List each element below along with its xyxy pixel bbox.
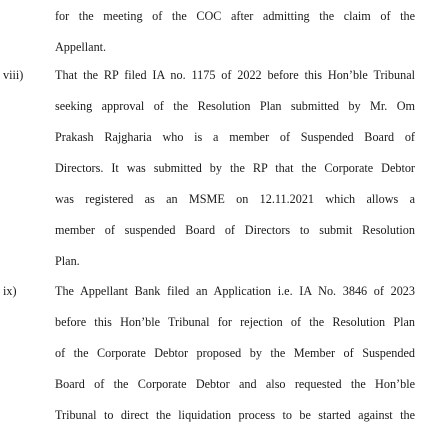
paragraph-line: before this Hon’ble Tribunal for rejection of the Resolution Plan (55, 315, 415, 329)
paragraph-line: Appellant. (55, 40, 107, 54)
paragraph-line: Plan. (55, 254, 80, 268)
paragraph-line: Prakash Rajgharia who is a member of Suspended Board of (55, 130, 415, 144)
paragraph-line: The Appellant Bank filed an Application i.e. IA No. 3846 of 2023 (55, 284, 415, 298)
paragraph-line: seeking approval of the Resolution Plan submitted by Mr. Om (55, 99, 415, 113)
paragraph-line: Tribunal to direct the liquidation process to be started against the (55, 408, 415, 422)
paragraph-line: Directors. It was submitted by the RP that the Corporate Debtor (55, 161, 415, 175)
paragraph-line: of the Corporate Debtor proposed by the Member of Suspended (55, 346, 415, 360)
paragraph-line: That the RP filed IA no. 1175 of 2022 before this Hon’ble Tribunal (55, 68, 415, 82)
paragraph-line: Board of the Corporate Debtor and also requested the Hon’ble (55, 377, 415, 391)
paragraph-line: for the meeting of the COC after admitting the claim of the (55, 9, 415, 23)
paragraph-line: was registered as an MSME on 12.11.2021 which allows a (55, 192, 415, 206)
list-marker-ix: ix) (3, 284, 17, 298)
paragraph-line: member of suspended Board of Directors to submit Resolution (55, 223, 415, 237)
list-marker-viii: viii) (3, 68, 24, 82)
